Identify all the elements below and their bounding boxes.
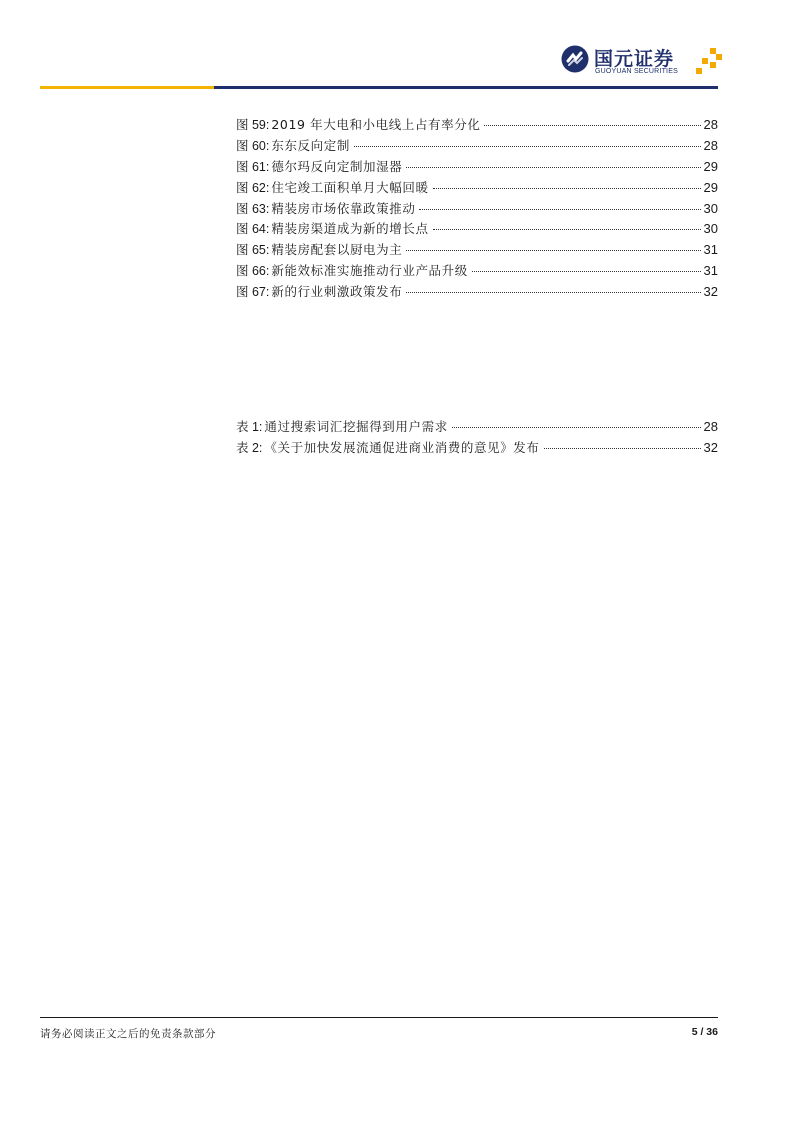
toc-title: 通过搜索词汇挖掘得到用户需求 bbox=[264, 419, 448, 434]
toc-leader bbox=[419, 209, 700, 210]
toc-title: 住宅竣工面积单月大幅回暖 bbox=[271, 179, 429, 195]
toc-page: 28 bbox=[703, 117, 718, 132]
toc-label: 表 2: bbox=[236, 440, 263, 455]
footer-disclaimer: 请务必阅读正文之后的免责条款部分 bbox=[40, 1028, 216, 1040]
toc-title: 精装房渠道成为新的增长点 bbox=[271, 221, 429, 237]
toc-entry[interactable] bbox=[236, 178, 718, 199]
toc-leader bbox=[544, 448, 701, 449]
toc-title: 《关于加快发展流通促进商业消费的意见》发布 bbox=[264, 439, 540, 455]
toc-label: 图 60: bbox=[236, 138, 270, 153]
toc-entry[interactable] bbox=[236, 240, 718, 261]
toc-label: 图 62: bbox=[236, 180, 270, 195]
toc-page: 32 bbox=[703, 284, 718, 300]
toc-leader bbox=[452, 427, 701, 428]
toc-label: 图 64: bbox=[236, 222, 270, 237]
toc-leader bbox=[406, 167, 700, 168]
toc-entry[interactable] bbox=[236, 261, 718, 282]
logo-squares-icon bbox=[694, 48, 722, 76]
header-rule-gold bbox=[40, 86, 214, 89]
toc-label: 图 65: bbox=[236, 243, 270, 258]
toc-title: 新能效标准实施推动行业产品升级 bbox=[271, 263, 468, 279]
toc-title: 东东反向定制 bbox=[271, 137, 350, 153]
brand-name-cn: 国元证券 bbox=[594, 48, 675, 70]
toc-leader bbox=[472, 271, 701, 272]
toc-leader bbox=[406, 250, 700, 251]
figure-list bbox=[236, 115, 718, 303]
page-number: 5 / 36 bbox=[691, 1026, 718, 1038]
toc-page: 32 bbox=[703, 439, 718, 455]
toc-page: 30 bbox=[703, 221, 718, 237]
header-rule-blue bbox=[214, 86, 718, 89]
guoyuan-logo-icon bbox=[560, 44, 590, 74]
toc-leader bbox=[484, 125, 700, 126]
toc-entry[interactable] bbox=[236, 282, 718, 303]
toc-label: 图 59: bbox=[236, 118, 270, 132]
toc-label: 表 1: bbox=[236, 420, 263, 434]
toc-title: 精装房市场依靠政策推动 bbox=[271, 200, 416, 216]
toc-entry[interactable] bbox=[236, 417, 718, 438]
toc-entry[interactable] bbox=[236, 157, 718, 178]
toc-label: 图 66: bbox=[236, 264, 270, 279]
table-list bbox=[236, 417, 718, 459]
toc-page: 28 bbox=[703, 137, 718, 153]
toc-title: 德尔玛反向定制加湿器 bbox=[271, 158, 403, 174]
toc-title: 新的行业刺激政策发布 bbox=[271, 284, 403, 300]
toc-page: 31 bbox=[703, 242, 718, 258]
toc-page: 30 bbox=[703, 200, 718, 216]
toc-page: 29 bbox=[703, 179, 718, 195]
toc-leader bbox=[433, 229, 701, 230]
toc-leader bbox=[354, 146, 701, 147]
toc-entry[interactable] bbox=[236, 136, 718, 157]
toc-label: 图 63: bbox=[236, 201, 270, 216]
toc-title: 精装房配套以厨电为主 bbox=[271, 242, 403, 258]
toc-leader bbox=[433, 188, 701, 189]
toc-page: 31 bbox=[703, 263, 718, 279]
toc-entry[interactable] bbox=[236, 199, 718, 220]
toc-entry[interactable] bbox=[236, 438, 718, 459]
toc-page: 29 bbox=[703, 158, 718, 174]
brand-name-en: GUOYUAN SECURITIES bbox=[595, 68, 678, 75]
footer-rule bbox=[40, 1017, 718, 1018]
brand-logo bbox=[560, 42, 725, 82]
toc-leader bbox=[406, 292, 700, 293]
toc-entry[interactable] bbox=[236, 115, 718, 136]
toc-label: 图 67: bbox=[236, 285, 270, 300]
toc-page: 28 bbox=[703, 419, 718, 434]
toc-entry[interactable] bbox=[236, 219, 718, 240]
toc-label: 图 61: bbox=[236, 159, 270, 174]
toc-title: 2019 年大电和小电线上占有率分化 bbox=[271, 117, 481, 132]
